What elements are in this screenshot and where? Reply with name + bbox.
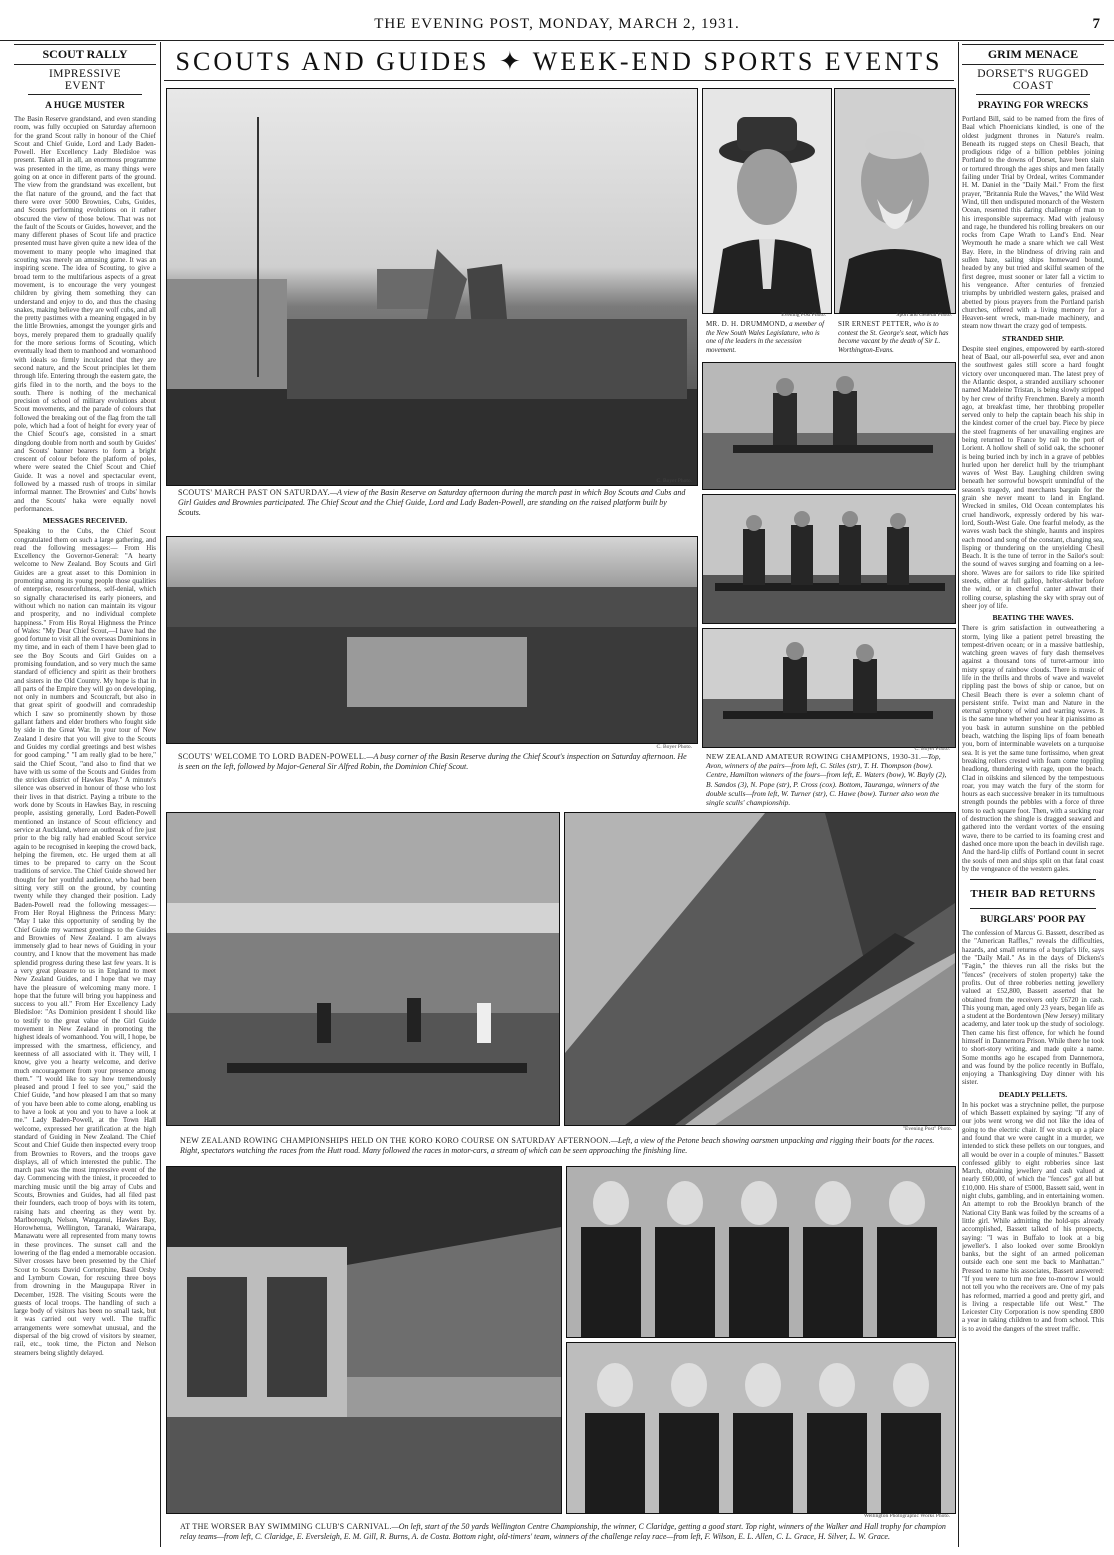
article-heading: SCOUT RALLY xyxy=(14,44,156,65)
masthead xyxy=(0,14,1114,41)
article-deck: PRAYING FOR WRECKS xyxy=(977,101,1089,111)
column-rule-right xyxy=(958,42,959,1547)
caption-lead: MR. D. H. DRUMMOND, xyxy=(706,320,788,328)
article-subheading: IMPRESSIVE EVENT xyxy=(28,68,142,95)
photo-caption xyxy=(178,752,690,778)
photo-old-timers-team xyxy=(566,1342,956,1514)
caption-text: —Left, a view of the Petone beach showing oarsmen unpacking and rigging their boats for the races. Right, spectators watching the races from the Hutt road. Many followed the races in motor-cars, a stream of which can be seen approaching the finishing line. xyxy=(180,1136,935,1155)
photo-hutt-road-spectators xyxy=(564,812,956,1126)
article-body: The Basin Reserve grandstand, and even standing room, was fully occupied on Saturday afternoon for the grand Scout rally in honour of the Chief Scout and Chief Guide, Lord and Lady Baden-Powell. Her Excellency Lady Bledisloe was present. Taken all in all, an enormous programme was presented in the time, as many things were going on at once in different parts of the ground. The view from the grandstand was excellent, but the flat nature of the ground, and the fact that there were over 5000 Brownies, Cubs, Guides, and Scouts performing evolutions on it rather obscured the view of those below. That was not the fault of the Scouts or Guides, however, and the many different phases of Scout life and practice presented must have given quite a new idea of the movement to many people who imagined that scouting was merely an amusing game. It was an inspiring scene. The idea of Scouting, to give a broad term to the multifarious aspects of a great movement, is to encourage the very youngest children by giving them something they can understand and enjoy to do, and thus the chasing snakes, making believe they are wolf cubs, and all the pretty pastimes with a meaning engaged in by the little Brownies, amongst the younger girls and boys, merely prepared them to gradually qualify for the more serious forms of Scouting, which eventually lead them to manhood and womanhood with ideals so firmly inculcated that they are second nature, and the Scout principles let them through life. Entering through the eastern gate, the girls filed in to the north, and the boys to the south. There is nothing of the mechanical precision of school of military evolutions about Scout movements, and the parade of colours that followed the breaking out of the flag from the tall pole, which had a foot of height for every year of the Chief Scout's age, consisted in a smart dingdong double from north and south by Guides' and Scouts' banner bearers to form a bright crescent of colour before the platform of poles, where were seated the Chief Scout and Chief Guide. It was a novel and spectacular event, followed by a massed rush of troops in similar informal manner. The Brownies' and Cubs' howls and the Scouts' haka were equally novel performances. xyxy=(14,115,156,513)
right-column-article xyxy=(962,44,1104,1544)
photo-scouts-march-past xyxy=(166,88,698,486)
masthead-title: THE EVENING POST, MONDAY, MARCH 2, 1931. xyxy=(374,16,740,32)
photo-scouts-welcome xyxy=(166,536,698,744)
photo-caption xyxy=(838,320,954,356)
photo-swimming-start xyxy=(166,1166,562,1514)
photo-petone-beach xyxy=(166,812,560,1126)
photo-petter-portrait xyxy=(834,88,956,314)
article-body: Portland Bill, said to be named from the fires of Baal which Phoenicians kindled, is one of the oldest judgment thrones in Nature's realm. Beneath its rugged steps on Chesil Beach, that prodigious ridge of a billion pebbles joining Portland to the downs of Dorset, have been slain or tortured through the ages ships and men fatally failing under Trial by Ordeal, writes Commander H. M. Daniel in the "Daily Mail." From the first prayer, "Britannia Rule the Waves," the Wild West Wind, till then undisputed monarch of the Western Ocean, resented this daring challenge of man to his irresponsible supremacy. Mad with jealousy and rage, he thundered his rolling breakers on our rocks from Cape Wrath to Land's End. Near Weymouth he made a snare which we call West Bay. Here, in the blindness of driving rain and sullen haze, sailing ships homeward bound, headed by any but tried and skilful seamen of the first degree, must sooner or later fall a victim to his vengeance. After centuries of frenzied triumphs by unbridled western gales, praised and abetted by pious prayers from the Portland parish churches, offered with a living memory for a Heaven-sent wreck, man-made machinery, and steam now thwart the crazy god of tempests. xyxy=(962,115,1104,331)
caption-text: who is to contest the St. George's seat, which has become vacant by the death of Sir L. Worthington-Evans. xyxy=(838,320,949,354)
caption-text: —A busy corner of the Basin Reserve during the Chief Scout's inspection on Saturday afternoon. He is seen on the left, followed by Major-General Sir Alfred Robin, the Dominion Chief Scout. xyxy=(178,752,687,771)
article-body: Speaking to the Cubs, the Chief Scout congratulated them on such a large gathering, and read the following messages:— From His Excellency the Governor-General: "A hearty welcome to New Zealand. Boy Scouts and Girl Guides are a great asset to this Dominion in promoting among its young people those qualities of enterprise, resourcefulness, self-denial, which so signally characterised its early pioneers, and without which no nation can maintain its vigour and prosperity, and no individual complete happiness." From His Royal Highness the Prince of Wales: "My Dear Chief Scout,—I have had the good fortune to visit all the overseas Dominions in my time, and in each of them I have been glad to see the Boy Scouts and Girl Guides on a promising foundation, and so very much the same standard of efficiency and spirit as their brothers and sisters in the Old Country. My hope is that in all parts of the Empire they will go on developing, not only in numbers and Scoutcraft, but also in that great spirit of goodwill and comradeship which I saw so prominently shown by those gallant fathers and elder brothers who fought side by side in the Great War. In your tour of New Zealand I desire that you will give to the Scouts and Guides my cordial greetings and best wishes for good camping." "I am really glad to be here," said the Chief Scout, "and also to find that we have with us some of the Scouts and Guides from the stricken district of Hawkes Bay." A minute's silence was observed in honour of those who lost their lives in that district. Paying a tribute to the work done by Scouts in Hawkes Bay, in rescuing people, assisting generally, Lord Baden-Powell mentioned an instance of Scout efficiency and service at Auckland, where an outbreak of fire just prior to the big rally had enabled Scout service again to be recognised in keeping the crowd back, helping the firemen, etc. He urged them at all times to be prepared to carry on the Scout traditions of service. The Chief Guide showed her thought for her youthful audience, who had been sitting very still on the ground, by counting twenty while they changed their position. Lady Baden-Powell read the following messages:— From Her Royal Highness the Princess Mary: "May I take this opportunity of sending by the Chief Guide my warmest greetings to the Guides and Brownies of New Zealand. I am always immensely glad to hear news of Guiding in your country, and I know that the movement has made splendid progress during these last few years. It is a very great pleasure to us in England to meet New Zealand Guides, and I hope that we may have the pleasure of welcoming many more. I hope that the future will bring you happiness and success to you all." From Her Excellency Lady Bledisloe: "As Dominion president I should like to testify to the great value of the Girl Guide movement in New Zealand in promoting the highest ideals of womanhood. You will, I hope, be impressed with the smartness, efficiency, and keenness of all associated with it. They will, I know, give you a hearty welcome, and derive much encouragement from your presence among them." "I would like to say how tremendously pleased and proud I feel to see you," said the Chief Guide, "and how pleased I am that so many of you have been able to come along, enabling us to have a look at you and you to have a look at me." Lady Baden-Powell, at the Town Hall welcome, expressed her gratification at the high standard of Guiding in New Zealand. The Chief Scout and Chief Guide then inspected every troop from Brownies to Rovers, and the troops gave displays, all of which interested the public. The march past was the most impressive event of the day. Commencing with the tiniest, it proceeded to marching music until the big array of Cubs and Scouts, Brownies and Guides, had all filed past their founders, each troop of boys with its totem, raising hats and cheering as they went by. Marlborough, Nelson, Wanganui, Hawkes Bay, Horowhenua, Wellington, Taranaki, Wairarapa, Manawatu were all represented from many towns in these provinces. The sunset call and the lowering of the flag ended a memorable occasion. Silver crosses have been presented by the Chief Scout to Scouts David Cortorphine, Basil Orsby and Lymburn Cowan, for rescuing three boys from drowning in the Maugupapa River in December, 1928. The visiting Scouts were the guests of local troops. The handling of such a large body of visitors has been no small task, but it was carried out very well. The traffic arrangements were somewhat unusual, and the dispersal of the big crowd of visitors by steamer, rail, etc., took time, the Picton and Nelson steamers being slightly delayed. xyxy=(14,527,156,1357)
article-subhead: DEADLY PELLETS. xyxy=(998,1089,1068,1099)
article-heading: GRIM MENACE xyxy=(962,44,1104,65)
photo-caption xyxy=(180,1522,950,1552)
article-body: The confession of Marcus G. Bassett, described as the "American Raffles," reveals the difficulties, hazards, and small returns of a burglar's life, says the "Daily Mail." As in the days of Dickens's "Fagin," the thieves run all the risks but the "fences" (receivers of stolen property) take the profits. Out of three robberies netting jewellery valued at £52,800, Bassett asserted that he obtained from the receivers only £6720 in cash. This young man, aged only 23 years, began life as a student at the Bordentown (New Jersey) military academy, and later took up the study of sociology. Then came his first offence, for which he found himself in Dannemora Prison. While there he took to short-story writing, and made quite a name. Some months ago he escaped from Dannemora, and was found by the police recently in Buffalo, enjoying a Thanksgiving Day dinner with his sister. xyxy=(962,929,1104,1087)
caption-lead: NEW ZEALAND AMATEUR ROWING CHAMPIONS, 1930-31. xyxy=(706,752,922,761)
caption-lead: SCOUTS' MARCH PAST ON SATURDAY. xyxy=(178,488,330,497)
section-banner: SCOUTS AND GUIDES ✦ WEEK-END SPORTS EVENTS xyxy=(164,44,954,81)
photo-credit: Evening Post Photo. xyxy=(781,312,826,318)
left-column-article xyxy=(14,44,156,1544)
photo-credit: "Evening Post" Photo. xyxy=(902,1126,952,1132)
photo-drummond-portrait xyxy=(702,88,832,314)
photo-credit: Sport and General Photo. xyxy=(896,312,952,318)
caption-text: —On left, start of the 50 yards Wellington Centre Championship, the winner, C Claridge, getting a good start. Top right, winners of the Walker and Hall trophy for champion relay teams—from left, C. Claridge, E. Eversleigh, E. M. Gill, R. Burns, A. de Costa. Bottom right, old-timers' team, winners of the challenge relay race—from left, F. Wilson, E. L. Allen, C. L. Grace, H. Silver, L. W. Grace. xyxy=(180,1522,946,1541)
caption-lead: SIR ERNEST PETTER, xyxy=(838,320,912,328)
photo-credit: C. Boyer Photo. xyxy=(656,478,692,484)
article-subheading: DORSET'S RUGGED COAST xyxy=(976,68,1090,95)
photo-rowing-pairs xyxy=(702,362,956,490)
photo-rowing-fours xyxy=(702,494,956,624)
divider xyxy=(970,879,1096,880)
caption-text: —A view of the Basin Reserve on Saturday afternoon during the march past in which Boy Scouts and Cubs and Girl Guides and Brownies participated. The Chief Scout and the Chief Guide, Lord and Lady Baden-Powell, are standing on the raised platform built by Scouts. xyxy=(178,488,686,517)
photo-relay-winners xyxy=(566,1166,956,1338)
photo-rowing-double-sculls xyxy=(702,628,956,748)
divider xyxy=(970,908,1096,909)
article-heading: THEIR BAD RETURNS xyxy=(970,888,1096,901)
photo-caption xyxy=(706,752,954,808)
article-subhead: STRANDED SHIP. xyxy=(1002,333,1064,343)
article-deck: BURGLARS' POOR PAY xyxy=(980,915,1086,926)
article-subhead: BEATING THE WAVES. xyxy=(992,613,1074,623)
caption-lead: AT THE WORSER BAY SWIMMING CLUB'S CARNIVAL. xyxy=(180,1522,392,1531)
article-deck: A HUGE MUSTER xyxy=(45,101,125,111)
photo-caption xyxy=(706,320,828,356)
caption-text: a member of the New South Wales Legislature, who is one of the leaders in the secession movement. xyxy=(706,320,825,354)
photo-credit: C. Boyer Photo. xyxy=(656,744,692,750)
caption-lead: SCOUTS' WELCOME TO LORD BADEN-POWELL. xyxy=(178,752,367,761)
page-number: 7 xyxy=(1092,16,1100,32)
photo-credit: C. Boyer Photo. xyxy=(914,746,950,752)
photo-credit: Wellington Photographic Works Photo. xyxy=(863,1513,950,1519)
column-rule-left xyxy=(160,42,161,1547)
article-body: In his pocket was a strychnine pellet, the purpose of which Bassett explained by saying: "If any of our jobs went wrong we did not like the idea of going to the electric chair. If we stuck up a place and found that we were caught in a murder, we intended to stick these pellets on our tongues, and all would be over in a couple of minutes." Bassett confessed glibly to eight robberies since last March, obtaining jewellery and cash valued at nearly £60,000, of which the "fences" got all but £10,000. His share of £5000, Bassett said, went in night clubs, gambling, and in entertaining women. An attempt to rob the Brooklyn branch of the National City Bank was foiled by the screams of a little girl. While admitting the hold-ups already accomplished, Bassett talked of his prospects, saying: "I was in Buffalo to look at a big jeweller's. I also looked over some Brooklyn banks, but the sight of an armed policeman outside each one sent me back to Manhattan." Pressed to name his associates, Bassett answered: "If you were to turn me free to-morrow I would not tell you who the receivers are. One of my pals has reformed, married a good and pretty girl, and is living a respectable life out West." The Leicester City Corporation is now spending £800 a year in taking children to and from school. This is to avoid the dangers of the street traffic. xyxy=(962,1100,1104,1333)
caption-text: —Top, Avon, winners of the pairs—from left, C. Stiles (str), T. H. Thompson (bow). Centre, Hamilton winners of the fours—from left, E. Waters (bow), W. Bayly (2), B. Sandos (3), N. Pope (str), P. Cross (cox). Bottom, Tauranga, winners of the double sculls—from left, W. Turner (str), C. Hawe (bow). Turner also won the single sculls' championship. xyxy=(706,752,947,808)
article-body: Despite steel engines, empowered by earth-stored heat of Baal, our all-powerful sea, ever and anon the southwest gales still score a hard fought victory over unconquered man. The latest prey of the Atlantic despot, a stranded auxiliary schooner named Madeleine Tristan, is being slowly stripped by her crew of thrifty Frenchmen. Barely a month ago, at breakfast time, her throbbing propeller served only to help the captain beach his ship in the kindest corner of the cruel bay. Piece by piece the steel fragments of her unavailing engines are being returned to France by rail to the port of Lorient. A hollow shell of solid oak, the schooner is being buried inch by inch in a grave of pebbles hurled upon her derelict hull by the triumphant waves of West Bay. Laughing children swing beneath her sorrowful bowsprit unmindful of the season's tragedy, and merchants bargain for the grain she never meant to land in England. Wrecked in smiles, Old Ocean contemplates his cruel handiwork, expressly ordered by his war-lord, South-West Gale. One fearful melody, as the waves wash back the shingle, haunts and inspires each mood and song of the constant, changing sea, lisping or thundering on the unyielding Chesil Beach. It is the tune of terror in the Sailor's soul: the sound of waves surging and foaming on a lee-shore. Waves are for sailors to ride like spirited steeds, either at full gallop, helter-skelter before the wind, or in cheerful canter athwart their rolling course, splashing the sky with spray out of sheer joy of life. xyxy=(962,344,1104,610)
article-body: There is grim satisfaction in outweathering a storm, lying like a patient petrel breasting the tempest-driven ocean; or in a massive battleship, watching green waves of fury dash themselves against a thousand tons of turret-armour into misty spray of rainbow clouds. There is music of life in the thrills and throbs of wave and wavelet rippling past the bows of ship or canoe, but on Chesil Beach there is ever a solemn chant of persistent strife. Twixt man and Nature in the eternal symphony of wind and warring waves. It is the same tune whether you hear it pianissimo as you bask in autumn sunshine on the pebbled beach, watching the lisping lips of foam beneath you, born of interminable wavelets on a turquoise sea. It is yet the same tune fortissimo, when great breaking rollers crested with foam come toppling headlong, thundering with rage, upon the beach. Clad in oilskins and silenced by the tempestuous roar, you may watch the fury of the storm for hours as each successive breaker in its tumultuous strength pounds the pebbles with a force of three tons to each square foot. Then, with a sucking roar of destruction the shingle is dragged seaward and gathered into the verdant vortex of the ensuing wave, there to be carried to its foaming crest and dashed once more upon the beach in devilish rage. And the hard-lip cliffs of Portland count in secret the souls of men and ships split on that fatal coast by the vengeance of the western gales. xyxy=(962,624,1104,873)
photo-caption xyxy=(178,488,690,522)
photo-caption xyxy=(180,1136,950,1160)
article-subhead: MESSAGES RECEIVED. xyxy=(42,516,128,526)
caption-lead: NEW ZEALAND ROWING CHAMPIONSHIPS HELD ON THE KORO KORO COURSE ON SATURDAY AFTERNOON. xyxy=(180,1136,611,1145)
